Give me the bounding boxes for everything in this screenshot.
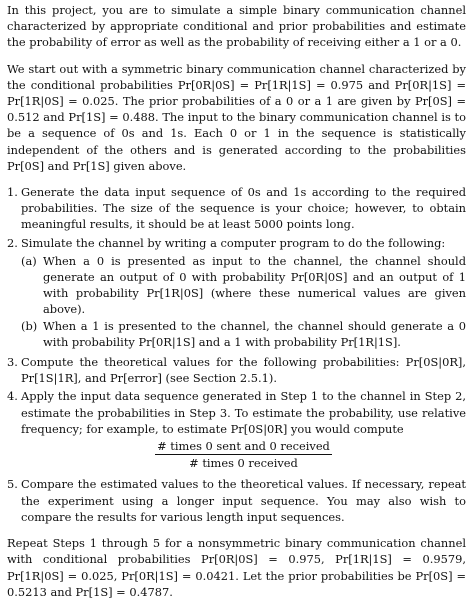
substep-list [21,253,466,350]
step-4 [7,388,466,474]
substep-label: (a) [21,253,37,268]
step-text: Compare the estimated values to the theoretical values. If necessary, repeat the experiment using a longer input sequence. You may also wish to compare the results for various length input sequences. [21,477,466,524]
step-number: 5. [7,477,18,492]
intro-paragraph: In this project, you are to simulate a simple binary communication channel characterized by appropriate conditional and prior probabilities and estimate the probability of error as well as the probability of receiving either a 1 or a 0. [7,3,466,50]
fraction-denominator: # times 0 received [189,456,298,471]
step-5 [7,476,466,525]
substep-text: When a 1 is presented to the channel, the channel should generate a 0 with probability Pr[0R|1S] and a 1 with probability Pr[1R|1S]. [43,318,466,349]
step-text: Simulate the channel by writing a computer program to do the following: [21,235,446,250]
substep-label: (b) [21,318,38,333]
step-text: Generate the data input sequence of 0s and 1s according to the required probabilities. The size of the sequence is your choice; however, to obtain meaningful results, it should be at least 5000 points long. [21,185,466,232]
fraction-numerator: # times 0 sent and 0 received [155,438,332,455]
step-number: 2. [7,235,18,250]
step-2 [7,235,466,352]
closing-paragraph: Repeat Steps 1 through 5 for a nonsymmetric binary communication channel with conditional probabilities Pr[0R|0S] = 0.975, Pr[1R|1S] = 0.9579, Pr[1R|0S] = 0.025, Pr[0R|1S] = 0.0421. Let the prior probabilities be Pr[0S] = 0.5213 and Pr[1S] = 0.4787. [7,536,466,599]
substep-a [21,253,466,318]
step-number: 4. [7,389,18,404]
substep-b [21,318,466,350]
step-1 [7,184,466,233]
step-number: 1. [7,185,18,200]
step-list [7,184,466,525]
relative-frequency-fraction [21,438,466,471]
step-number: 3. [7,355,18,370]
step-text: Compute the theoretical values for the following probabilities: Pr[0S|0R], Pr[1S|1R], and Pr[error] (see Section 2.5.1). [21,355,466,386]
substep-text: When a 0 is presented as input to the channel, the channel should generate an output of 0 with probability Pr[0R|0S] and an output of 1 with probability Pr[1R|0S] (where these numerical values are given above). [43,253,466,317]
step-3 [7,354,466,386]
step-text: Apply the input data sequence generated in Step 1 to the channel in Step 2, estimate the probabilities in Step 3. To estimate the probability, use relative frequency; for example, to estimate Pr[0S|0R] you would compute [21,389,466,436]
setup-paragraph: We start out with a symmetric binary communication channel characterized by the conditional probabilities Pr[0R|0S] = Pr[1R|1S] = 0.975 and Pr[0R|1S] = Pr[1R|0S] = 0.025. The prior probabilities of a 0 or a 1 are given by Pr[0S] = 0.512 and Pr[1S] = 0.488. The input to the binary communication channel is to be a sequence of 0s and 1s. Each 0 or 1 in the sequence is statistically independent of the others and is generated according to the probabilities Pr[0S] and Pr[1S] given above. [7,61,466,173]
